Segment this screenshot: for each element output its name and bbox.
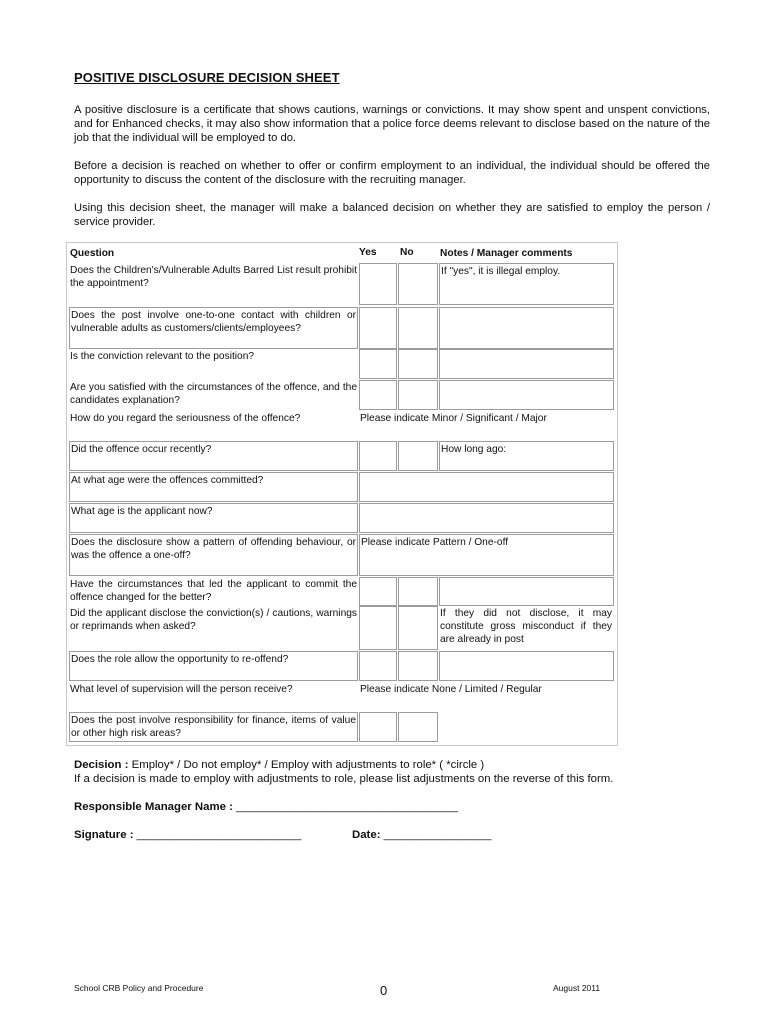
- question-re-offend: Does the role allow the opportunity to re-offend?: [69, 651, 358, 681]
- notes-field[interactable]: [439, 380, 614, 410]
- yes-checkbox[interactable]: [359, 307, 397, 349]
- table-row: [67, 411, 617, 441]
- age-committed-field[interactable]: [359, 472, 614, 502]
- no-checkbox[interactable]: [398, 307, 438, 349]
- table-row: [67, 534, 617, 576]
- disclosure-note: If they did not disclose, it may constitute gross misconduct if they are already in post: [440, 608, 612, 645]
- yes-checkbox[interactable]: [359, 380, 397, 410]
- header-question: Question: [70, 248, 115, 259]
- table-header-row: [67, 246, 617, 262]
- no-checkbox[interactable]: [398, 380, 438, 410]
- notes-field[interactable]: [439, 577, 614, 606]
- question-applicant-disclosed: Did the applicant disclose the conviction(s) / cautions, warnings or reprimands when asked?: [70, 608, 357, 632]
- question-circumstances-satisfied: Are you satisfied with the circumstances of the offence, and the candidates explanation?: [70, 382, 357, 406]
- footer-left: School CRB Policy and Procedure: [74, 983, 204, 993]
- signature-label: Signature :: [74, 829, 134, 841]
- decision-block: [74, 758, 714, 786]
- header-notes: Notes / Manager comments: [440, 248, 573, 259]
- decision-note: If a decision is made to employ with adjustments to role, please list adjustments on the reverse of this form.: [74, 773, 614, 785]
- page-number: 0: [380, 983, 388, 998]
- responsible-manager-label: Responsible Manager Name :: [74, 801, 233, 813]
- header-yes: Yes: [359, 247, 377, 258]
- table-row: [67, 441, 617, 471]
- question-age-committed: At what age were the offences committed?: [69, 472, 358, 502]
- yes-checkbox[interactable]: [359, 349, 397, 379]
- decision-line: [74, 758, 714, 772]
- header-no: No: [400, 247, 414, 258]
- seriousness-answer[interactable]: Please indicate Minor / Significant / Major: [360, 413, 547, 424]
- applicant-age-field[interactable]: [359, 503, 614, 533]
- decision-label: Decision :: [74, 759, 129, 771]
- supervision-answer[interactable]: Please indicate None / Limited / Regular: [360, 684, 542, 695]
- question-one-to-one-contact: Does the post involve one-to-one contact with children or vulnerable adults as customers/clients/employees?: [69, 307, 358, 349]
- question-barred-list: Does the Children's/Vulnerable Adults Barred List result prohibit the appointment?: [70, 265, 357, 289]
- no-checkbox[interactable]: [398, 577, 438, 606]
- no-checkbox[interactable]: [398, 441, 438, 471]
- responsible-manager-field[interactable]: ___________________________________: [236, 801, 458, 813]
- notes-field[interactable]: If "yes", it is illegal employ.: [439, 263, 614, 305]
- how-long-ago-field[interactable]: How long ago:: [439, 441, 614, 471]
- question-pattern: Does the disclosure show a pattern of offending behaviour, or was the offence a one-off?: [69, 534, 358, 576]
- yes-checkbox[interactable]: [359, 577, 397, 606]
- question-circumstances-changed: Have the circumstances that led the applicant to commit the offence changed for the better?: [70, 579, 357, 603]
- table-row: [67, 577, 617, 606]
- decision-table: [66, 242, 618, 746]
- page-title: POSITIVE DISCLOSURE DECISION SHEET: [74, 70, 340, 85]
- table-row: [67, 349, 617, 379]
- table-row: [67, 380, 617, 410]
- question-finance-responsibility: Does the post involve responsibility for finance, items of value or other high risk areas?: [69, 712, 358, 742]
- responsible-manager-row: [74, 801, 458, 813]
- no-checkbox[interactable]: [398, 349, 438, 379]
- footer-right: August 2011: [553, 983, 601, 993]
- yes-checkbox[interactable]: [359, 606, 397, 650]
- no-checkbox[interactable]: [398, 651, 438, 681]
- notes-field[interactable]: [439, 307, 614, 349]
- notes-field[interactable]: [439, 712, 614, 742]
- table-row: [67, 606, 617, 650]
- pattern-answer[interactable]: Please indicate Pattern / One-off: [359, 534, 614, 576]
- yes-checkbox[interactable]: [359, 263, 397, 305]
- no-checkbox[interactable]: [398, 606, 438, 650]
- yes-checkbox[interactable]: [359, 712, 397, 742]
- table-row: [67, 472, 617, 502]
- intro-paragraph-3: Using this decision sheet, the manager will make a balanced decision on whether they are satisfied to employ the person / service provider.: [74, 202, 710, 228]
- decision-options[interactable]: Employ* / Do not employ* / Employ with adjustments to role* ( *circle ): [128, 759, 485, 771]
- notes-field[interactable]: [439, 651, 614, 681]
- table-row: [67, 651, 617, 681]
- no-checkbox[interactable]: [398, 263, 438, 305]
- notes-field[interactable]: [439, 349, 614, 379]
- intro-paragraph-1: A positive disclosure is a certificate that shows cautions, warnings or convictions. It may show spent and unspent convictions, and for Enhanced checks, it may also show information that a police force deems relevant to disclose based on the nature of the job that the individual will be employed to do.: [74, 104, 710, 144]
- date-field[interactable]: _________________: [383, 829, 492, 841]
- question-conviction-relevant: Is the conviction relevant to the position?: [70, 351, 255, 362]
- intro-paragraph-2: Before a decision is reached on whether to offer or confirm employment to an individual, the individual should be offered the opportunity to discuss the content of the disclosure with the recruiting manager.: [74, 160, 710, 186]
- table-row: [67, 307, 617, 349]
- yes-checkbox[interactable]: [359, 441, 397, 471]
- question-seriousness: How do you regard the seriousness of the offence?: [70, 413, 301, 424]
- table-row: [67, 682, 617, 712]
- date-row: [352, 829, 491, 841]
- question-supervision: What level of supervision will the person receive?: [70, 684, 293, 695]
- date-label: Date:: [352, 829, 381, 841]
- question-occur-recently: Did the offence occur recently?: [69, 441, 358, 471]
- table-row: [67, 263, 617, 305]
- yes-checkbox[interactable]: [359, 651, 397, 681]
- table-row: [67, 503, 617, 533]
- question-applicant-age: What age is the applicant now?: [69, 503, 358, 533]
- table-row: [67, 712, 617, 742]
- no-checkbox[interactable]: [398, 712, 438, 742]
- signature-row: [74, 829, 301, 841]
- signature-field[interactable]: __________________________: [136, 829, 302, 841]
